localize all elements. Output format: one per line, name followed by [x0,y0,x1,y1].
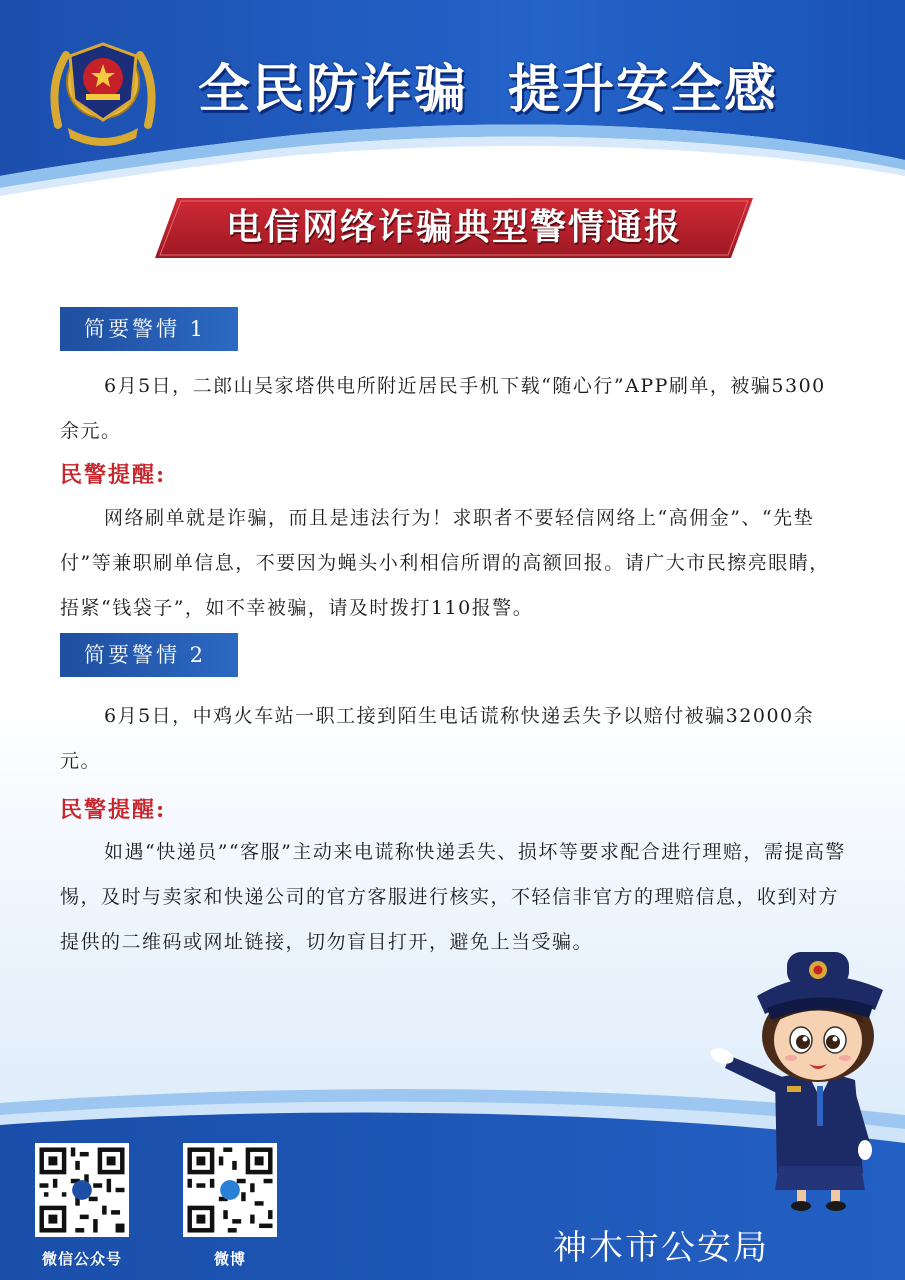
qr-wechat-label: 微信公众号 [41,1250,122,1268]
case-2-report: 6月5日，中鸡火车站一职工接到陌生电话谎称快递丢失予以赔付被骗32000余元。 [60,705,815,772]
title-banner [155,198,753,258]
police-emblem-icon [48,30,158,150]
slogan [198,58,778,122]
slogan-right: 提升安全感 [508,60,779,120]
qr-weibo-label: 微博 [213,1250,246,1268]
case-2-reminder-text: 如遇“快递员”“客服”主动来电谎称快递丢失、损坏等要求配合进行理赔，需提高警惕，及时与卖家和快递公司的官方客服进行核实，不轻信非官方的理赔信息，收到对方提供的二维码或网址链接，切勿盲目打开，避免上当受骗。 [60,841,846,953]
case-1-tag: 简要警情 1 [60,307,238,351]
case-2-tag: 简要警情 2 [60,633,238,677]
slogan-left: 全民防诈骗 [198,60,469,120]
qr-code-wechat-icon[interactable] [35,1143,129,1237]
case-1-reminder-text: 网络刷单就是诈骗，而且是违法行为！求职者不要轻信网络上“高佣金”、“先垫付”等兼职刷单信息，不要因为蝇头小利相信所谓的高额回报。请广大市民擦亮眼睛，捂紧“钱袋子”，如不幸被骗，请及时拨打110报警。 [60,507,830,619]
police-officer-mascot [705,928,895,1213]
case-1-reminder-title: 民警提醒: [60,462,167,488]
case-2-reminder-title: 民警提醒: [60,797,167,823]
qr-code-weibo-icon[interactable] [183,1143,277,1237]
organization-name: 神木市公安局 [553,1228,769,1268]
case-1-report: 6月5日，二郎山吴家塔供电所附近居民手机下载“随心行”APP刷单，被骗5300余元。 [60,375,826,442]
banner-title: 电信网络诈骗典型警情通报 [225,207,682,248]
